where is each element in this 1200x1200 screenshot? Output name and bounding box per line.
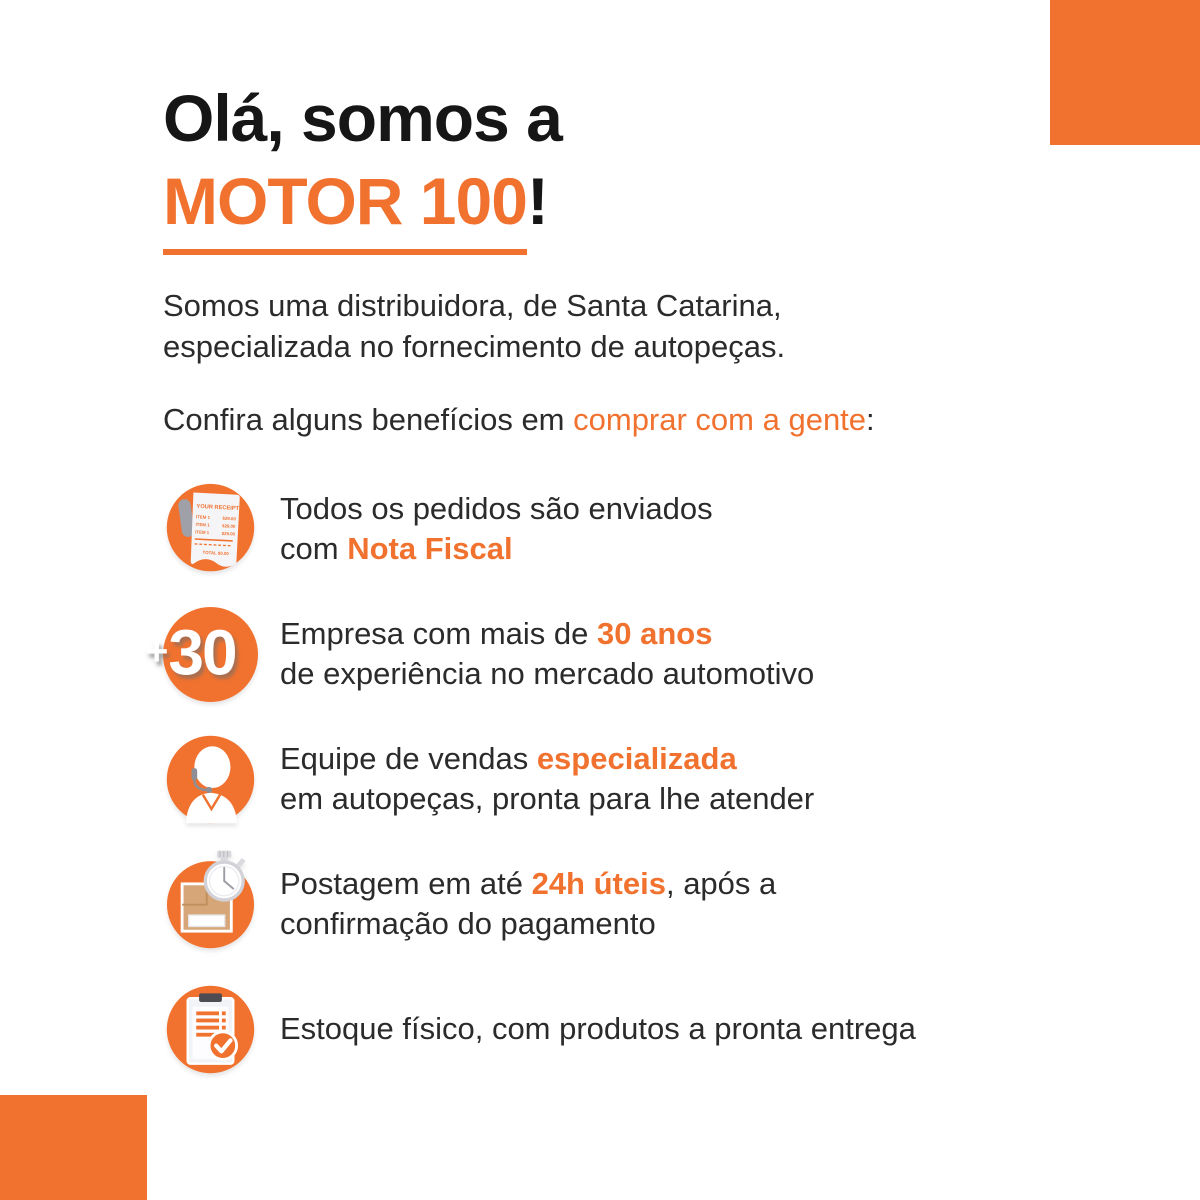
intro-line-2: especializada no fornecimento de autopeças. bbox=[163, 328, 786, 364]
benefit-line-1: Empresa com mais de 30 anos bbox=[280, 616, 713, 652]
benefits-list bbox=[145, 482, 1145, 1077]
benefit-row-estoque bbox=[163, 982, 1145, 1077]
benefit-line-1: Estoque físico, com produtos a pronta entrega bbox=[280, 1011, 916, 1047]
support-agent-icon bbox=[163, 732, 258, 827]
benefit-line-2: em autopeças, pronta para lhe atender bbox=[280, 781, 815, 817]
benefit-text bbox=[280, 1009, 916, 1049]
svg-text:$29.00: $29.00 bbox=[221, 530, 236, 537]
benefit-row-equipe bbox=[163, 732, 1145, 827]
lead-text: Confira alguns benefícios em bbox=[163, 401, 574, 437]
content-area bbox=[145, 81, 1145, 1107]
title-greeting: Olá, somos a bbox=[163, 81, 562, 155]
benefit-row-postagem bbox=[163, 857, 1145, 952]
benefit-line-2: de experiência no mercado automotivo bbox=[280, 656, 815, 692]
svg-text:ITEM 1: ITEM 1 bbox=[195, 529, 210, 535]
svg-text:ITEM 1: ITEM 1 bbox=[195, 513, 211, 520]
svg-text:$29.00: $29.00 bbox=[221, 522, 236, 529]
benefit-row-30-anos bbox=[145, 607, 1145, 702]
plus-30-icon bbox=[145, 607, 258, 702]
svg-text:$29.00: $29.00 bbox=[222, 515, 236, 521]
benefit-line-2: confirmação do pagamento bbox=[280, 906, 656, 942]
benefit-text bbox=[280, 614, 814, 694]
lead-highlight: comprar com a gente bbox=[573, 401, 867, 437]
benefit-line-1: Todos os pedidos são enviados bbox=[280, 491, 713, 527]
intro-paragraph bbox=[163, 285, 1145, 367]
receipt-icon bbox=[163, 482, 258, 577]
benefit-row-nota-fiscal bbox=[163, 482, 1145, 577]
page-title bbox=[163, 81, 1145, 255]
svg-text:YOUR RECEIPT: YOUR RECEIPT bbox=[196, 503, 240, 512]
corner-square-bottom-left bbox=[0, 1095, 147, 1200]
clipboard-check-icon bbox=[163, 982, 258, 1077]
package-stopwatch-icon bbox=[163, 857, 258, 952]
svg-text:ITEM 1: ITEM 1 bbox=[195, 521, 210, 528]
title-brand-line bbox=[163, 164, 1145, 254]
svg-text:TOTAL $0.00: TOTAL $0.00 bbox=[202, 549, 229, 556]
benefit-line-1: Postagem em até 24h úteis, após a bbox=[280, 866, 777, 902]
lead-colon: : bbox=[866, 401, 875, 437]
benefit-line-1: Equipe de vendas especializada bbox=[280, 741, 737, 777]
benefits-lead bbox=[163, 399, 1145, 440]
brand-exclamation: ! bbox=[526, 164, 548, 239]
brand-name: MOTOR 100 bbox=[163, 167, 527, 254]
intro-line-1: Somos uma distribuidora, de Santa Catarina, bbox=[163, 287, 782, 323]
benefit-text bbox=[280, 489, 713, 569]
benefit-text bbox=[280, 864, 776, 944]
benefit-line-2: com Nota Fiscal bbox=[280, 531, 513, 567]
benefit-text bbox=[280, 739, 814, 819]
plus-30-text: +30 bbox=[145, 616, 236, 689]
